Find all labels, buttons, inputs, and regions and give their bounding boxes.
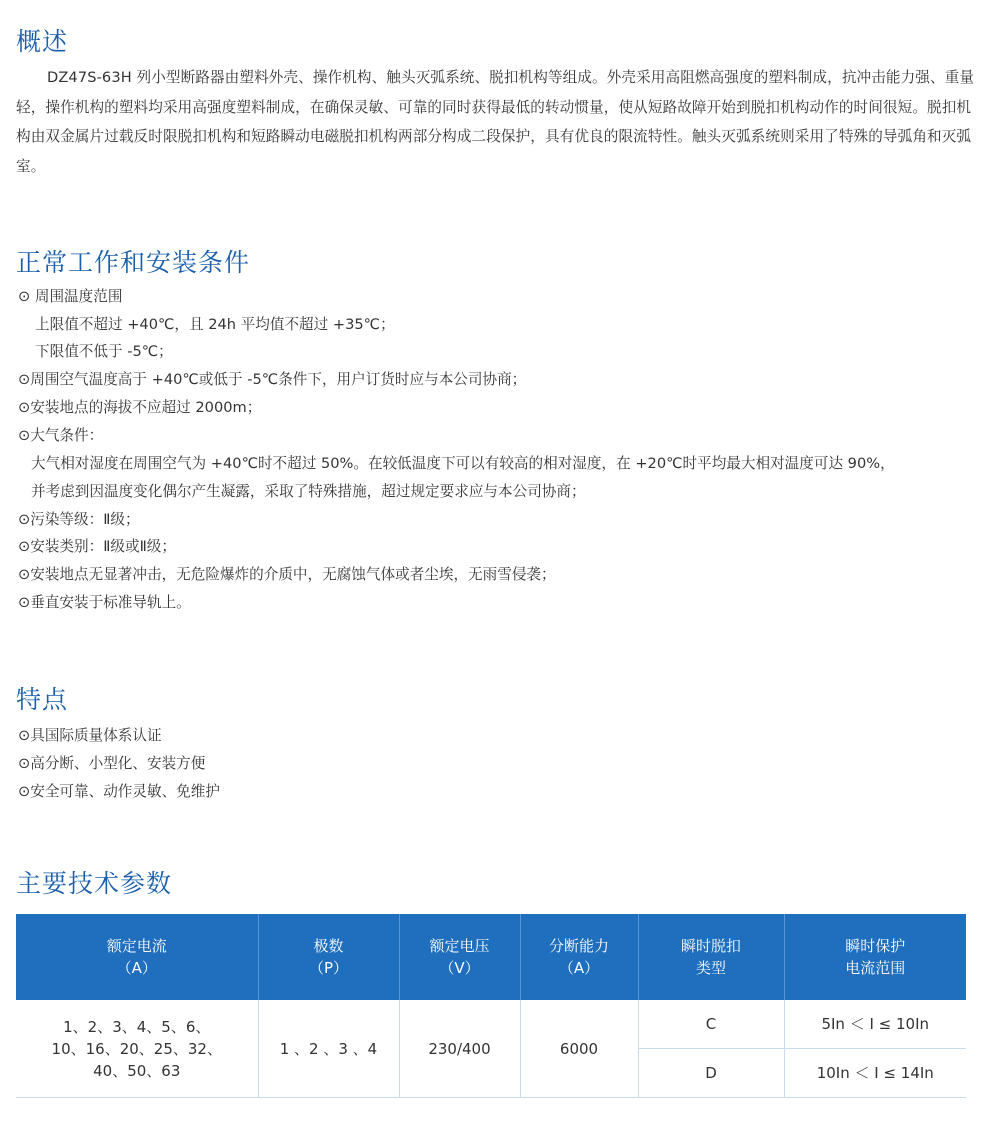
condition-item: ⊙安装类别：Ⅱ级或Ⅱ级；	[18, 538, 176, 555]
condition-item: ⊙污染等级：Ⅱ级；	[18, 511, 140, 528]
conditions-heading: 正常工作和安装条件	[16, 248, 251, 277]
trip-type-cell: D	[638, 1049, 784, 1098]
specs-heading: 主要技术参数	[16, 869, 173, 898]
condition-item: ⊙安装地点无显著冲击，无危险爆炸的介质中，无腐蚀气体或者尘埃，无雨雪侵袭；	[18, 566, 556, 583]
rated-current-cell: 1、2、3、4、5、6、 10、16、20、25、32、 40、50、63	[16, 1000, 258, 1098]
trip-type-cell: C	[638, 1000, 784, 1049]
header-rated-current: 额定电流 （A）	[16, 914, 258, 1000]
header-breaking-capacity: 分断能力 （A）	[520, 914, 638, 1000]
protection-range-cell: 10In ＜ I ≤ 14In	[784, 1049, 966, 1098]
rated-voltage-cell: 230/400	[399, 1000, 520, 1098]
feature-item: ⊙安全可靠、动作灵敏、免维护	[18, 783, 220, 800]
breaking-capacity-cell: 6000	[520, 1000, 638, 1098]
header-trip-type: 瞬时脱扣 类型	[638, 914, 784, 1000]
spec-table-header	[16, 914, 966, 1000]
poles-cell: 1 、2 、3 、4	[258, 1000, 399, 1098]
condition-item: 并考虑到因温度变化偶尔产生凝露，采取了特殊措施，超过规定要求应与本公司协商；	[31, 483, 586, 500]
condition-item: 下限值不低于 -5℃；	[35, 343, 173, 360]
condition-item: ⊙大气条件：	[18, 427, 104, 444]
condition-item: ⊙ 周围温度范围	[18, 288, 123, 305]
condition-item: ⊙安装地点的海拔不应超过 2000m；	[18, 399, 262, 416]
feature-item: ⊙高分断、小型化、安装方便	[18, 755, 206, 772]
condition-item: ⊙垂直安装于标准导轨上。	[18, 594, 191, 611]
header-poles: 极数 （P）	[258, 914, 399, 1000]
condition-item: ⊙周围空气温度高于 +40℃或低于 -5℃条件下，用户订货时应与本公司协商；	[18, 371, 527, 388]
condition-item: 大气相对湿度在周围空气为 +40℃时不超过 50%。在较低温度下可以有较高的相对湿度，在 +20℃时平均最大相对温度可达 90%，	[31, 455, 895, 472]
table-row	[16, 1000, 966, 1049]
header-rated-voltage: 额定电压 （V）	[399, 914, 520, 1000]
protection-range-cell: 5In ＜ I ≤ 10In	[784, 1000, 966, 1049]
features-heading: 特点	[16, 685, 69, 714]
spec-table	[16, 914, 966, 1098]
feature-item: ⊙具国际质量体系认证	[18, 727, 162, 744]
condition-item: 上限值不超过 +40℃，且 24h 平均值不超过 +35℃；	[35, 316, 395, 333]
header-protection-range: 瞬时保护 电流范围	[784, 914, 966, 1000]
overview-paragraph: DZ47S-63H 列小型断路器由塑料外壳、操作机构、触头灭弧系统、脱扣机构等组成。外壳采用高阻燃高强度的塑料制成，抗冲击能力强、重量轻，操作机构的塑料均采用高强度塑料制成，在确保灵敏、可靠的同时获得最低的转动惯量，使从短路故障开始到脱扣机构动作的时间很短。脱扣机构由双金属片过载反时限脱扣机构和短路瞬动电磁脱扣机构两部分构成二段保护，具有优良的限流特性。触头灭弧系统则采用了特殊的导弧角和灭弧室。	[16, 69, 975, 175]
overview-heading: 概述	[16, 27, 69, 56]
